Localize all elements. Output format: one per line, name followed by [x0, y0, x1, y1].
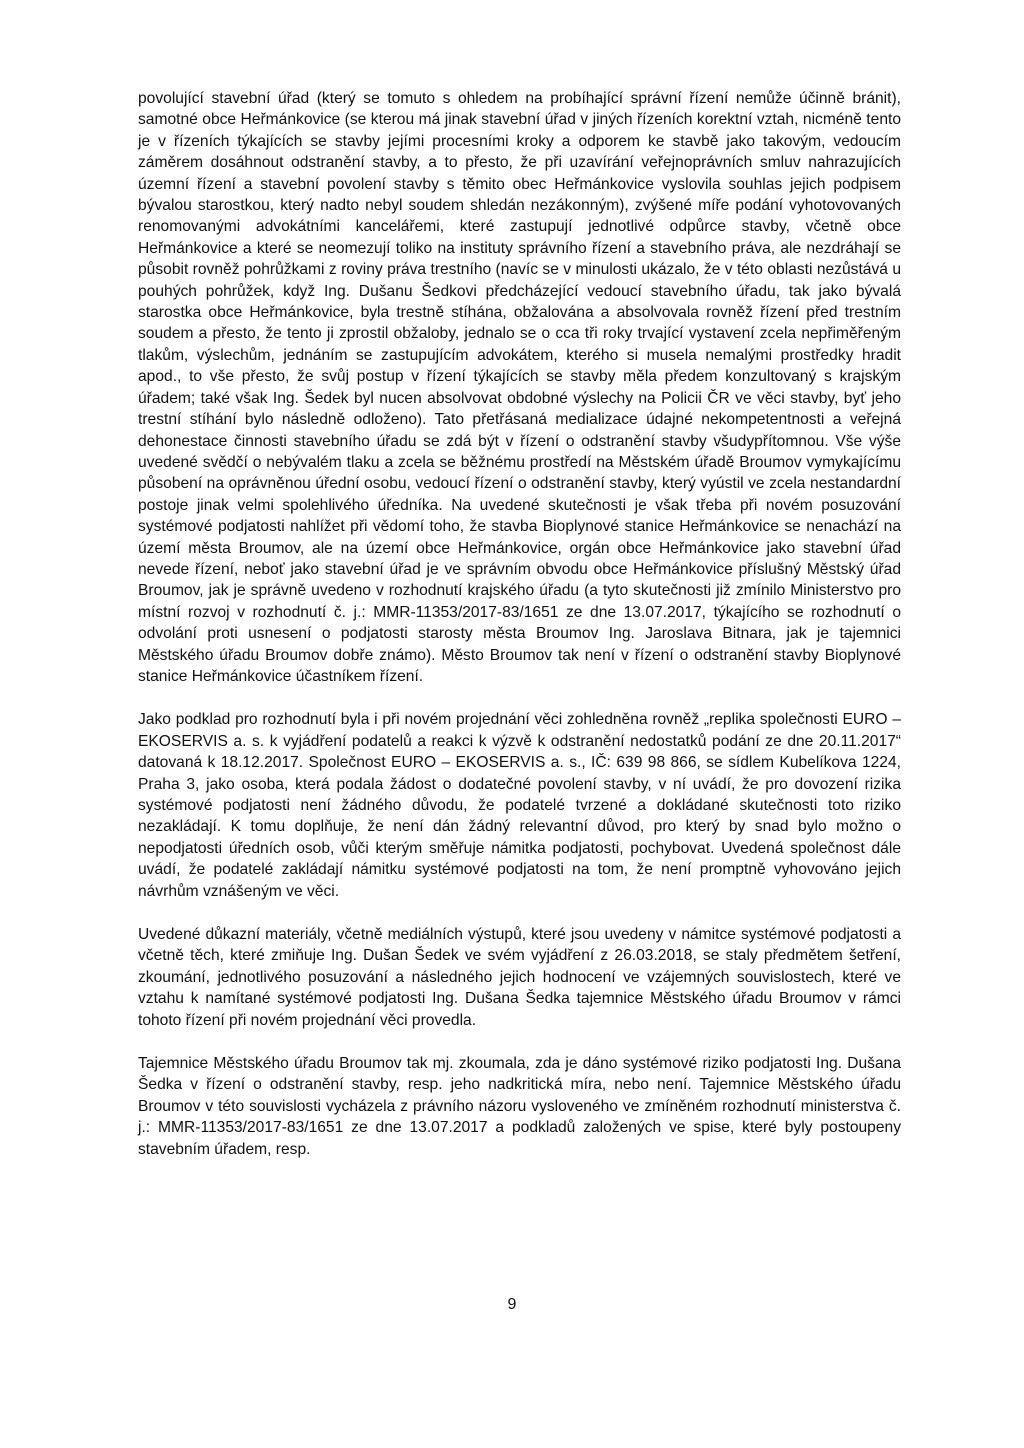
paragraph-3: Uvedené důkazní materiály, včetně mediálních výstupů, které jsou uvedeny v námitce systémové podjatosti a včetně těch, které zmiňuje Ing. Dušan Šedek ve svém vyjádření z 26.03.2018, se staly předmětem šetření, zkoumání, jednotlivého posuzování a následného jejich hodnocení ve vzájemných souvislostech, které ve vztahu k namítané systémové podjatosti Ing. Dušana Šedka tajemnice Městského úřadu Broumov v rámci tohoto řízení při novém projednání věci provedla.: [138, 926, 901, 1029]
paragraph-1: povolující stavební úřad (který se tomuto s ohledem na probíhající správní řízení nemůže účinně bránit), samotné obce Heřmánkovice (se kterou má jinak stavební úřad v jiných řízeních korektní vztah, nicméně tento je v řízeních týkajících se stavby jejími procesními kroky a odporem ke stavbě jako takovým, vedoucím záměrem dosáhnout odstranění stavby, a to přesto, že při uzavírání veřejnoprávních smluv nahrazujících územní řízení a stavební povolení stavby s těmito obec Heřmánkovice vyslovila souhlas jejich podpisem bývalou starostkou, který nadto nebyl soudem shledán nezákonným), zvýšené míře podání vyhotovovaných renomovanými advokátními kancelářemi, které zastupují jednotlivé odpůrce stavby, včetně obce Heřmánkovice a které se neomezují toliko na instituty správního řízení a stavebního práva, ale nezdráhají se působit rovněž pohrůžkami z roviny práva trestního (navíc se v minulosti ukázalo, že v této oblasti nezůstává u pouhých pohrůžek, když Ing. Dušanu Šedkovi předcházející vedoucí stavebního úřadu, tak jako bývalá starostka obce Heřmánkovice, byla trestně stíhána, obžalována a absolvovala rovněž řízení před trestním soudem a přesto, že tento ji zprostil obžaloby, jednalo se o cca tři roky trvající vystavení zcela nepřiměřeným tlakům, výslechům, jednáním se zastupujícím advokátem, kterého si musela nemalými prostředky hradit apod., to vše přesto, že svůj postup v řízení týkajících se stavby měla předem konzultovaný s krajským úřadem; také však Ing. Šedek byl nucen absolvovat obdobné výslechy na Policii ČR ve věci stavby, byť jeho trestní stíhání bylo následně odloženo). Tato přetřásaná medializace údajné nekompetentnosti a veřejná dehonestace činnosti stavebního úřadu se zdá být v řízení o odstranění stavby všudypřítomnou. Vše výše uvedené svědčí o nebývalém tlaku a zcela se běžnému prostředí na Městském úřadě Broumov vymykajícímu působení na oprávněnou úřední osobu, vedoucí řízení o odstranění stavby, který vyústil ve zcela nestandardní postoje jinak velmi spolehlivého úředníka. Na uvedené skutečnosti je však třeba při novém posuzování systémové podjatosti nahlížet při vědomí toho, že stavba Bioplynové stanice Heřmánkovice se nenachází na území města Broumov, ale na území obce Heřmánkovice, orgán obce Heřmánkovice jako stavební úřad nevede řízení, neboť jako stavební úřad je ve správním obvodu obce Heřmánkovice příslušný Městský úřad Broumov, jak je správně uvedeno v rozhodnutí krajského úřadu (a tyto skutečnosti již zmínilo Ministerstvo pro místní rozvoj v rozhodnutí č. j.: MMR-11353/2017-83/1651 ze dne 13.07.2017, týkajícího se rozhodnutí o odvolání proti usnesení o podjatosti starosty města Broumov Ing. Jaroslava Bitnara, jak je tajemnici Městského úřadu Broumov dobře známo). Město Broumov tak není v řízení o odstranění stavby Bioplynové stanice Heřmánkovice účastníkem řízení.: [138, 90, 901, 685]
paragraph-4: Tajemnice Městského úřadu Broumov tak mj. zkoumala, zda je dáno systémové riziko podjatosti Ing. Dušana Šedka v řízení o odstranění stavby, resp. jeho nadkritická míra, nebo není. Tajemnice Městského úřadu Broumov v této souvislosti vycházela z právního názoru vysloveného ve zmíněném rozhodnutí ministerstva č. j.: MMR-11353/2017-83/1651 ze dne 13.07.2017 a podkladů založených ve spise, které byly postoupeny stavebním úřadem, resp.: [138, 1055, 901, 1158]
page-number: 9: [507, 1296, 517, 1313]
paragraph-2: Jako podklad pro rozhodnutí byla i při novém projednání věci zohledněna rovněž „replika společnosti EURO – EKOSERVIS a. s. k vyjádření podatelů a reakci k výzvě k odstranění nedostatků podání ze dne 20.11.2017“ datovaná k 18.12.2017. Společnost EURO – EKOSERVIS a. s., IČ: 639 98 866, se sídlem Kubelíkova 1224, Praha 3, jako osoba, která podala žádost o dodatečné povolení stavby, v ní uvádí, že pro dovození rizika systémové podjatosti není žádného důvodu, že podatelé tvrzené a dokládané skutečnosti toto riziko nezakládají. K tomu doplňuje, že není dán žádný relevantní důvod, pro který by snad bylo možno o nepodjatosti úředních osob, vůči kterým směřuje námitka podjatosti, pochybovat. Uvedená společnost dále uvádí, že podatelé zakládají námitku systémové podjatosti na tom, že není promptně vyhovováno jejich návrhům vznášeným ve věci.: [138, 711, 901, 900]
document-body: [138, 88, 901, 1160]
